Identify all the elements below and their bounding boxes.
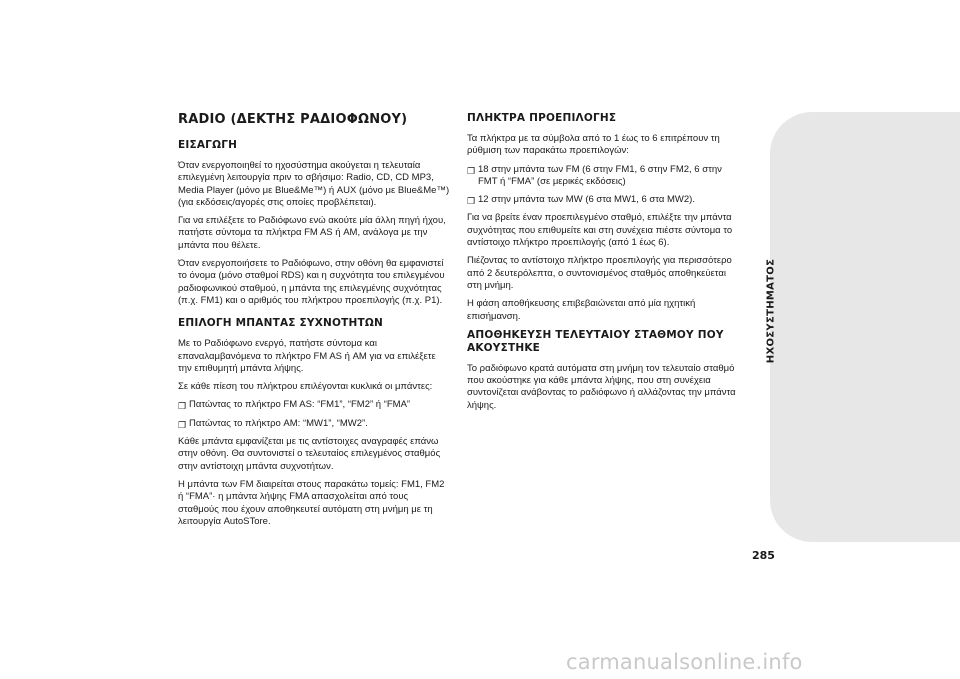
intro-paragraph-3: Όταν ενεργοποιήσετε το Ραδιόφωνο, στην οθόνη θα εμφανιστεί το όνομα (μόνο σταθμοί RDS) και η συχνότητα του επιλεγμένου ραδιοφωνικού σταθμού, η μπάντα της επιλεγμένης συχνότητας (π.χ. FM1) και ο αριθμός του πλήκτρου προεπιλογής (π.χ. P1). — [178, 258, 445, 306]
side-tab-background — [770, 112, 960, 542]
preset-bullet-2 — [467, 194, 739, 206]
band-bullet-1 — [178, 399, 450, 411]
band-paragraph-1: Με το Ραδιόφωνο ενεργό, πατήστε σύντομα και επαναλαμβανόμενα το πλήκτρο FM AS ή AM για να επιλέξετε την επιθυμητή μπάντα λήψης. — [178, 338, 436, 374]
preset-heading: ΠΛΗΚΤΡΑ ΠΡΟΕΠΙΛΟΓΗΣ — [467, 112, 617, 124]
right-column — [467, 112, 739, 418]
page-title: RADIO (ΔΕΚΤΗΣ ΡΑΔΙΟΦΩΝΟΥ) — [178, 112, 408, 127]
preset-paragraph-1: Τα πλήκτρα με τα σύμβολα από το 1 έως το 6 επιτρέπουν τη ρύθμιση των παρακάτω προεπιλογών: — [467, 133, 720, 157]
last-station-paragraph: Το ραδιόφωνο κρατά αυτόματα στη μνήμη τον τελευταίο σταθμό που ακούστηκε για κάθε μπάντα λήψης, που στη συνέχεια συντονίζεται ανάβοντας το ραδιόφωνο ή αλλάζοντας την μπάντα λήψης. — [467, 362, 736, 411]
preset-paragraph-2: Για να βρείτε έναν προεπιλεγμένο σταθμό, επιλέξτε την μπάντα συχνότητας που επιθυμείτε και στη συνέχεια πιέστε σύντομα το αντίστοιχο πλήκτρο προεπιλογής (από 1 έως 6). — [467, 212, 733, 249]
watermark: carmanualsonline.info — [566, 650, 803, 674]
band-bullet-2-text: Πατώντας το πλήκτρο AM: “MW1”, “MW2”. — [189, 417, 368, 429]
band-paragraph-4: Η μπάντα των FM διαιρείται στους παρακάτω τομείς: FM1, FM2 ή “FMA”· η μπάντα λήψης FMA απασχολείται από τους σταθμούς που έχουν αποθηκευτεί αυτόματη στη μνήμη με τη λειτουργία AutoSTore. — [178, 478, 445, 527]
band-heading: ΕΠΙΛΟΓΗ ΜΠΑΝΤΑΣ ΣΥΧΝΟΤΗΤΩΝ — [178, 317, 383, 330]
preset-bullet-2-text: 12 στην μπάντα των MW (6 στα MW1, 6 στα MW2). — [478, 194, 695, 206]
preset-bullet-1 — [467, 164, 739, 189]
bullet-icon: ❒ — [467, 165, 476, 176]
band-paragraph-3: Κάθε μπάντα εμφανίζεται με τις αντίστοιχες αναγραφές επάνω στην οθόνη. Θα συντονιστεί ο τελευταίος επιλεγμένος σταθμός στην αντίστοιχη μπάντα συχνοτήτων. — [178, 436, 441, 472]
preset-paragraph-4: Η φάση αποθήκευσης επιβεβαιώνεται από μία ηχητική επισήμανση. — [467, 298, 696, 322]
intro-heading: ΕΙΣΑΓΩΓΗ — [178, 139, 238, 151]
band-paragraph-2: Σε κάθε πίεση του πλήκτρου επιλέγονται κυκλικά οι μπάντες: — [178, 381, 433, 393]
preset-bullet-1-text: 18 στην μπάντα των FM (6 στην FM1, 6 στην FM2, 6 στην FMT ή “FMA” (σε μερικές εκδόσεις) — [478, 163, 722, 187]
bullet-icon: ❒ — [467, 196, 476, 207]
intro-paragraph-2: Για να επιλέξετε το Ραδιόφωνο ενώ ακούτε μία άλλη πηγή ήχου, πατήστε σύντομα τα πλήκτρα FM AS ή AM, ανάλογα με την μπάντα που θέλετε. — [178, 215, 446, 251]
band-bullet-1-text: Πατώντας το πλήκτρο FM AS: “FM1”, “FM2” ή “FMA” — [189, 399, 411, 411]
bullet-icon: ❒ — [178, 419, 187, 430]
side-tab-label — [764, 236, 778, 386]
bullet-icon: ❒ — [178, 401, 187, 412]
chapter-side-tab — [770, 112, 960, 542]
preset-paragraph-3: Πιέζοντας το αντίστοιχο πλήκτρο προεπιλογής για περισσότερο από 2 δευτερόλεπτα, ο συντονισμένος σταθμός αποθηκεύεται στη μνήμη. — [467, 255, 732, 291]
last-station-heading: ΑΠΟΘΗΚΕΥΣΗ ΤΕΛΕΥΤΑΙΟΥ ΣΤΑΘΜΟΥ ΠΟΥ ΑΚΟΥΣΤΗΚΕ — [467, 328, 724, 354]
band-bullet-2 — [178, 418, 450, 430]
left-column — [178, 112, 450, 534]
side-tab-text: ΗΧΟΣΥΣΤΗΜΑΤΟΣ — [765, 258, 777, 364]
page-number: 285 — [752, 549, 775, 562]
intro-paragraph-1: Όταν ενεργοποιηθεί το ηχοσύστημα ακούγεται η τελευταία επιλεγμένη λειτουργία πριν το σβήσιμο: Radio, CD, CD MP3, Media Player (μόνο με Blue&Me™) ή AUX (μόνο με Blue&Me™) (για εκδόσεις/αγορές στις οποίες προβλέπεται). — [178, 160, 450, 208]
